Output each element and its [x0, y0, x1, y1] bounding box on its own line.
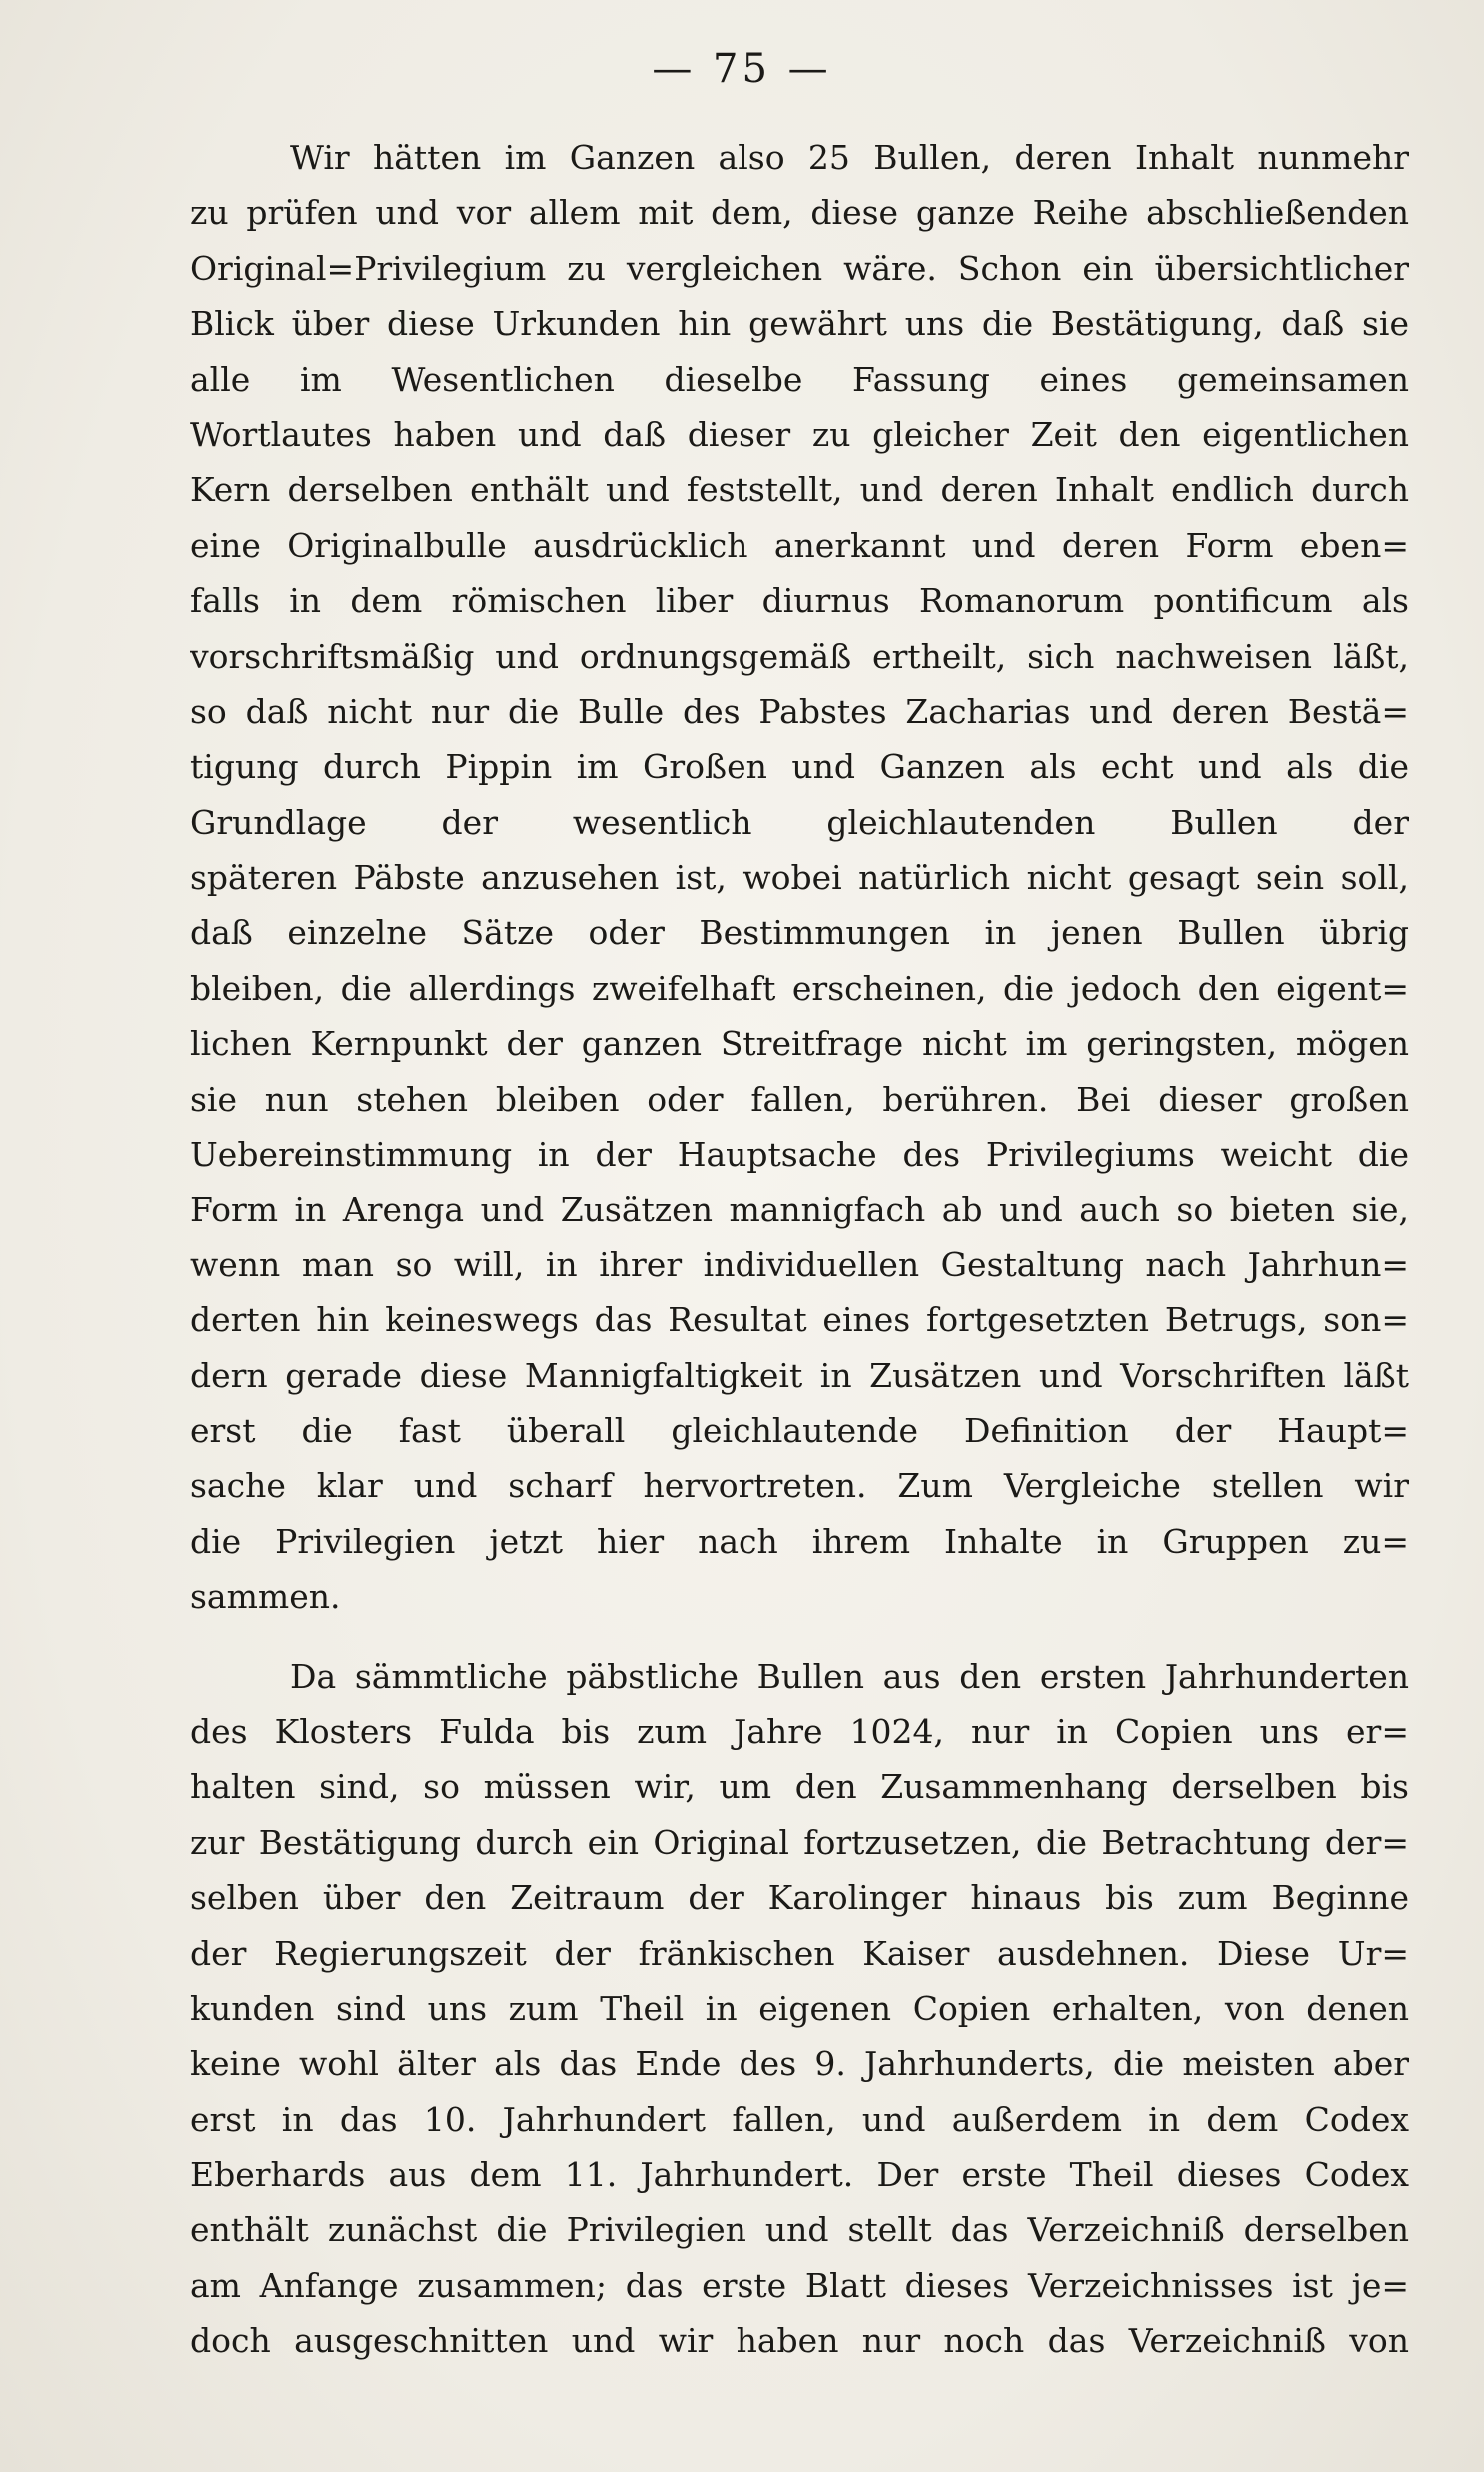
paragraph-2 — [190, 1649, 1409, 2369]
text-line: Grundlage der wesentlich gleichlautenden Bullen der — [190, 802, 1409, 842]
text-line: eine Originalbulle ausdrücklich anerkannt und deren Form eben= — [190, 525, 1409, 565]
text-line: Da sämmtliche päbstliche Bullen aus den ersten Jahrhunderten — [290, 1656, 1409, 1696]
text-line: Form in Arenga und Zusätzen mannigfach ab und auch so bieten sie, — [190, 1190, 1409, 1230]
text-line: bleiben, die allerdings zweifelhaft erscheinen, die jedoch den eigent= — [190, 968, 1409, 1008]
text-line: daß einzelne Sätze oder Bestimmungen in jenen Bullen übrig — [190, 913, 1409, 953]
paragraph-spacer — [190, 1625, 1409, 1649]
text-line: vorschriftsmäßig und ordnungsgemäß ertheilt, sich nachweisen läßt, — [190, 636, 1409, 676]
text-line: erst die fast überall gleichlautende Definition der Haupt= — [190, 1410, 1409, 1450]
text-line: Eberhards aus dem 11. Jahrhundert. Der erste Theil dieses Codex — [190, 2155, 1409, 2195]
text-line: doch ausgeschnitten und wir haben nur noch das Verzeichniß von — [190, 2321, 1409, 2361]
text-line: erst in das 10. Jahrhundert fallen, und außerdem in dem Codex — [190, 2099, 1409, 2139]
text-line: alle im Wesentlichen dieselbe Fassung eines gemeinsamen — [190, 359, 1409, 399]
text-line: Kern derselben enthält und feststellt, und deren Inhalt endlich durch — [190, 470, 1409, 510]
text-line: derten hin keineswegs das Resultat eines fortgesetzten Betrugs, son= — [190, 1300, 1409, 1340]
text-line: Wir hätten im Ganzen also 25 Bullen, deren Inhalt nunmehr — [290, 138, 1409, 177]
text-line: die Privilegien jetzt hier nach ihrem Inhalte in Gruppen zu= — [190, 1521, 1409, 1561]
page-number: — 75 — — [652, 46, 832, 92]
text-line: halten sind, so müssen wir, um den Zusammenhang derselben bis — [190, 1767, 1409, 1807]
text-line: enthält zunächst die Privilegien und stellt das Verzeichniß derselben — [190, 2210, 1409, 2250]
text-line: sache klar und scharf hervortreten. Zum Vergleiche stellen wir — [190, 1466, 1409, 1506]
text-line: dern gerade diese Mannigfaltigkeit in Zusätzen und Vorschriften läßt — [190, 1355, 1409, 1395]
text-line: späteren Päbste anzusehen ist, wobei natürlich nicht gesagt sein soll, — [190, 858, 1409, 898]
text-line: Uebereinstimmung in der Hauptsache des Privilegiums weicht die — [190, 1135, 1409, 1175]
text-line: sie nun stehen bleiben oder fallen, berühren. Bei dieser großen — [190, 1079, 1409, 1119]
text-line: Original=Privilegium zu vergleichen wäre. Schon ein übersichtlicher — [190, 248, 1409, 288]
text-line: zur Bestätigung durch ein Original fortzusetzen, die Betrachtung der= — [190, 1822, 1409, 1862]
text-line: keine wohl älter als das Ende des 9. Jahrhunderts, die meisten aber — [190, 2044, 1409, 2084]
text-line: des Klosters Fulda bis zum Jahre 1024, nur in Copien uns er= — [190, 1711, 1409, 1751]
text-line: am Anfange zusammen; das erste Blatt dieses Verzeichnisses ist je= — [190, 2265, 1409, 2305]
text-line: wenn man so will, in ihrer individuellen Gestaltung nach Jahrhun= — [190, 1244, 1409, 1284]
body-text — [190, 130, 1409, 2369]
text-line: der Regierungszeit der fränkischen Kaiser ausdehnen. Diese Ur= — [190, 1933, 1409, 1973]
text-line: falls in dem römischen liber diurnus Romanorum pontificum als — [190, 581, 1409, 621]
text-line: lichen Kernpunkt der ganzen Streitfrage nicht im geringsten, mögen — [190, 1024, 1409, 1064]
text-line: kunden sind uns zum Theil in eigenen Copien erhalten, von denen — [190, 1988, 1409, 2028]
paragraph-1 — [190, 130, 1409, 1625]
text-line: Wortlautes haben und daß dieser zu gleicher Zeit den eigentlichen — [190, 414, 1409, 454]
text-line: sammen. — [190, 1577, 341, 1617]
text-line: Blick über diese Urkunden hin gewährt uns die Bestätigung, daß sie — [190, 304, 1409, 344]
text-line: zu prüfen und vor allem mit dem, diese ganze Reihe abschließenden — [190, 193, 1409, 233]
text-line: so daß nicht nur die Bulle des Pabstes Zacharias und deren Bestä= — [190, 691, 1409, 731]
text-line: tigung durch Pippin im Großen und Ganzen als echt und als die — [190, 747, 1409, 787]
text-line: selben über den Zeitraum der Karolinger hinaus bis zum Beginne — [190, 1878, 1409, 1918]
